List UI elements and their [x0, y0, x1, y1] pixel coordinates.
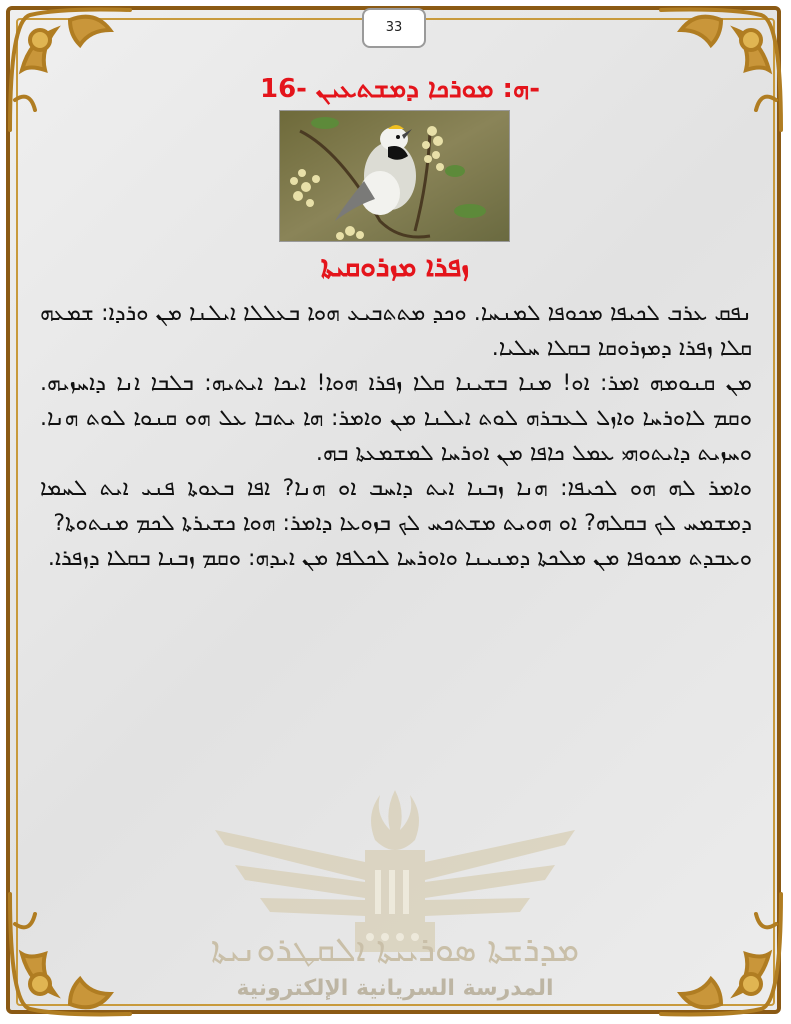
paragraph: ܡܢ ܩܢܘܡܗ ܐܡܪ: ܐܘ! ܡܢܐ ܒܫܝܢܐ ܩܠܐ ܙܦܪܐ ܗܘܐ! ܐܝܟܐ ܐܝܬܝܗ: ܒܠܒܐ ܐܢܐ ܕܐܚܙܝܗ. ܘܩܡ ܠܐܘܪܚܐ ܘܐܙܠ ܠܥܒܪܗ ܠܘܬ ܐܝܠܢܐ ܡܢ ܘܐܡܪ: ܗܐ ܝܬܒܐ ܥܠ ܗܘ ܩܢܘܐ ܠܘܬ ܗܢܐ. ܘܚܙܝܬ ܕܐܝܬܘܗܝ ܥܡܠ ܟܐܦܐ ܡܢ ܐܘܪܚܐ ܠܡܫܡܥܬܐ ܒܗ. [40, 371, 752, 466]
bird-photo [279, 110, 510, 242]
corner-ornament-bottom-left [0, 884, 140, 1024]
school-name-arabic: المدرسة السريانية الإلكترونية [236, 976, 554, 1001]
corner-ornament-top-left [0, 0, 140, 140]
page-number: 33 [362, 8, 426, 48]
corner-ornament-top-right [651, 0, 791, 140]
lesson-subtitle: ܙܦܪܐ ܡܙܪܘܩܝܬܐ [320, 250, 470, 283]
paragraph: ܘܥܒܕܬ ܡܟܘܦܐ ܡܢ ܡܠܟܬܐ ܕܡܢܝܢܐ ܘܐܘܪܚܐ ܠܟܠܦܐ ܡܢ ܐܝܕܗ: ܘܩܡ ܙܒܢܐ ܒܩܠܐ ܕܙܦܪܐ. [47, 546, 752, 571]
lesson-title: ܗ: ܡܘܪܟܐ ܕܡܫܬܥܝܢ -16- [259, 74, 540, 104]
school-name-syriac: ܡܕܪܫܬܐ ܣܘܪܝܝܬܐ ܐܠܩܛܪܘܢܝܬܐ [210, 930, 580, 970]
paragraph: ܘܐܡܪ ܠܗ ܗܘ ܠܟܝܦܐ: ܗܢܐ ܙܒܢܐ ܐܝܬ ܕܐܚܒ ܐܘ ܗܢܐ? ܐܦܐ ܒܥܘܬܐ ܦܢܝ ܐܝܬ ܠܚܡܐ ܕܡܫܡܚ ܠܟ ܒܩܠܗ? ܐܘ ܗܘܝܬ ܡܫܬܟܚ ܠܟ ܒܙܘܥܐ ܕܐܡܪ: ܗܘܐ ܟܫܝܪܬܐ ܠܟܡ ܡܢܬܘܬܐ? [40, 476, 752, 536]
corner-ornament-bottom-right [651, 884, 791, 1024]
paragraph: ܢܦܩ ܥܪܒ ܠܟܝܦܐ ܡܟܘܦܐ ܠܡܢܚܐ. ܘܟܕ ܡܬܬܒܝܥ ܗܘܐ ܒܥܠܠܐ ܐܝܠܢܐ ܡܢ ܘܪܕܐ: ܫܡܥܗ ܩܠܐ ܙܦܪܐ ܕܡܙܪܘܩܐ ܒܩܠܐ ܚܠܝܐ. [40, 301, 752, 361]
lesson-body [40, 296, 752, 576]
